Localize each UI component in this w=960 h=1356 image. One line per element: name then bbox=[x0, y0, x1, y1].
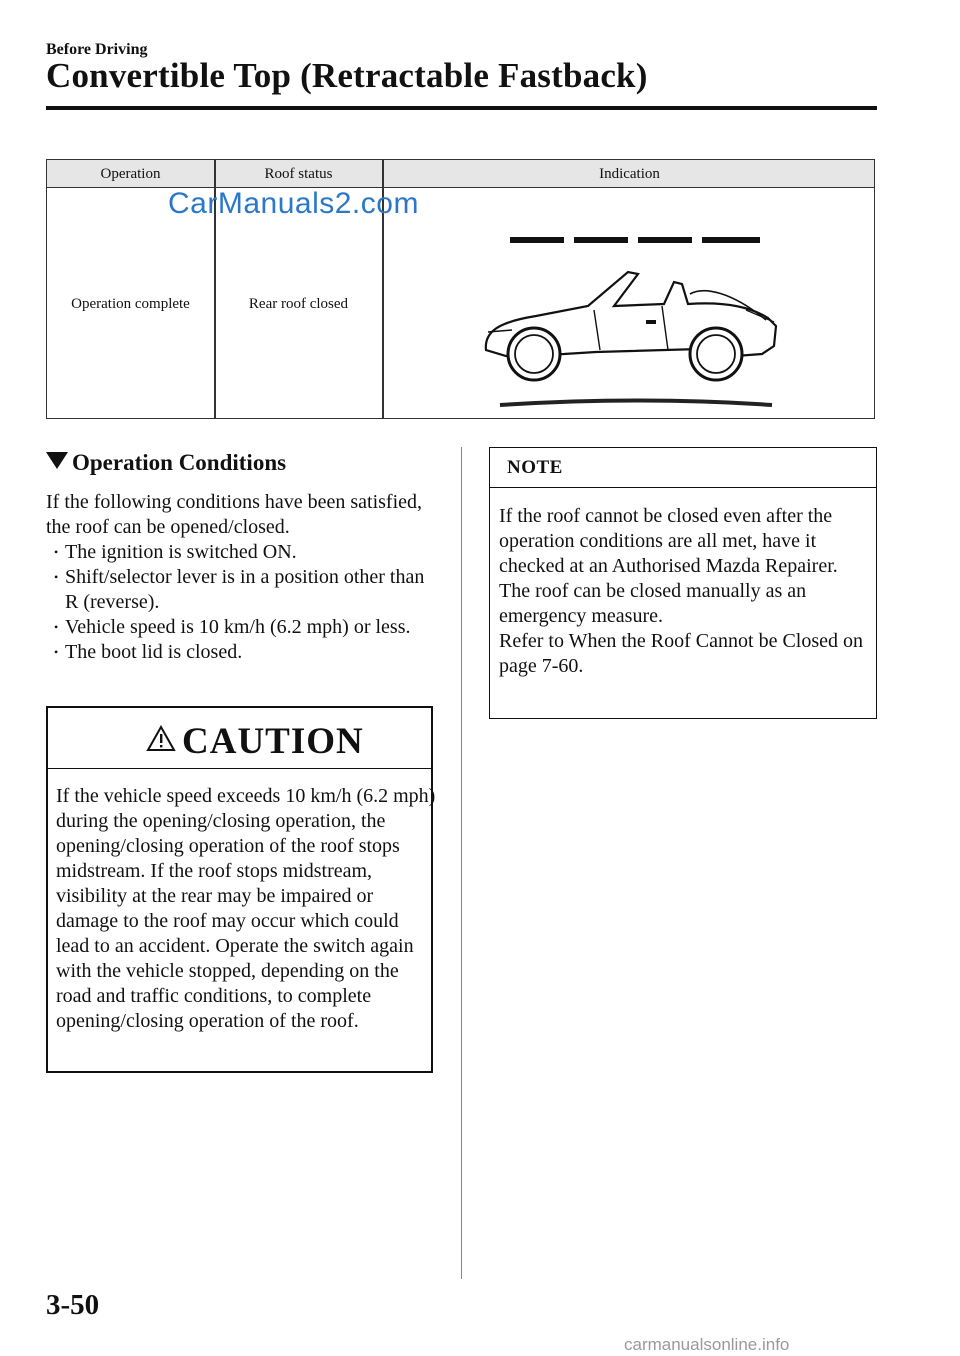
cell-roof-status: Rear roof closed bbox=[248, 296, 349, 312]
watermark: CarManuals2.com bbox=[168, 187, 419, 220]
header-indication: Indication bbox=[599, 166, 660, 182]
caution-box bbox=[46, 706, 436, 1073]
section-heading-text: Operation Conditions bbox=[72, 450, 287, 475]
note-line: The roof can be closed manually as an emergency measure. bbox=[499, 580, 807, 627]
roof-indicator-dashes-icon bbox=[510, 237, 760, 243]
note-header bbox=[490, 448, 876, 488]
header-roof-status: Roof status bbox=[264, 166, 333, 182]
cell-operation: Operation complete bbox=[71, 296, 190, 312]
caution-label: CAUTION bbox=[182, 721, 364, 762]
caution-header bbox=[48, 708, 431, 769]
list-item: • The ignition is switched ON. bbox=[46, 540, 436, 565]
car-roof-closed-illustration bbox=[476, 222, 786, 412]
warning-triangle-icon bbox=[146, 725, 176, 752]
title-rule bbox=[46, 106, 877, 110]
list-item: • Shift/selector lever is in a position other than R (reverse). bbox=[46, 565, 436, 615]
list-item: • The boot lid is closed. bbox=[46, 640, 436, 665]
intro-paragraph: If the following conditions have been satisfied, the roof can be opened/closed. bbox=[46, 491, 423, 538]
rear-wheel-icon bbox=[690, 328, 742, 380]
header-operation: Operation bbox=[100, 166, 161, 182]
page-title: Convertible Top (Retractable Fastback) bbox=[46, 56, 648, 95]
conditions-list bbox=[46, 540, 436, 665]
note-text bbox=[499, 504, 871, 679]
section-label: Before Driving bbox=[46, 41, 148, 58]
note-label: NOTE bbox=[507, 457, 563, 478]
list-item: • Vehicle speed is 10 km/h (6.2 mph) or less. bbox=[46, 615, 436, 640]
section-heading bbox=[46, 450, 286, 476]
note-line: Refer to When the Roof Cannot be Closed on page 7-60. bbox=[499, 630, 864, 677]
note-box bbox=[489, 447, 877, 719]
note-line: If the roof cannot be closed even after the operation conditions are all met, have it checked at an Authorised Mazda Repairer. bbox=[499, 505, 838, 577]
front-wheel-icon bbox=[508, 328, 560, 380]
footer-watermark: carmanualsonline.info bbox=[624, 1335, 790, 1354]
caution-text: If the vehicle speed exceeds 10 km/h (6.2 mph) during the opening/closing operation, the opening/closing operation of the roof stops midstream. If the roof stops midstream, visibility at the rear may be impaired or damage to the roof may occur which could lead to an accident. Operate the switch again with the vehicle stopped, depending on the road and traffic conditions, to complete opening/closing operation of the roof. bbox=[56, 785, 436, 1032]
triangle-marker-icon bbox=[46, 452, 68, 469]
page-number: 3-50 bbox=[46, 1289, 100, 1321]
column-divider bbox=[461, 447, 462, 1279]
